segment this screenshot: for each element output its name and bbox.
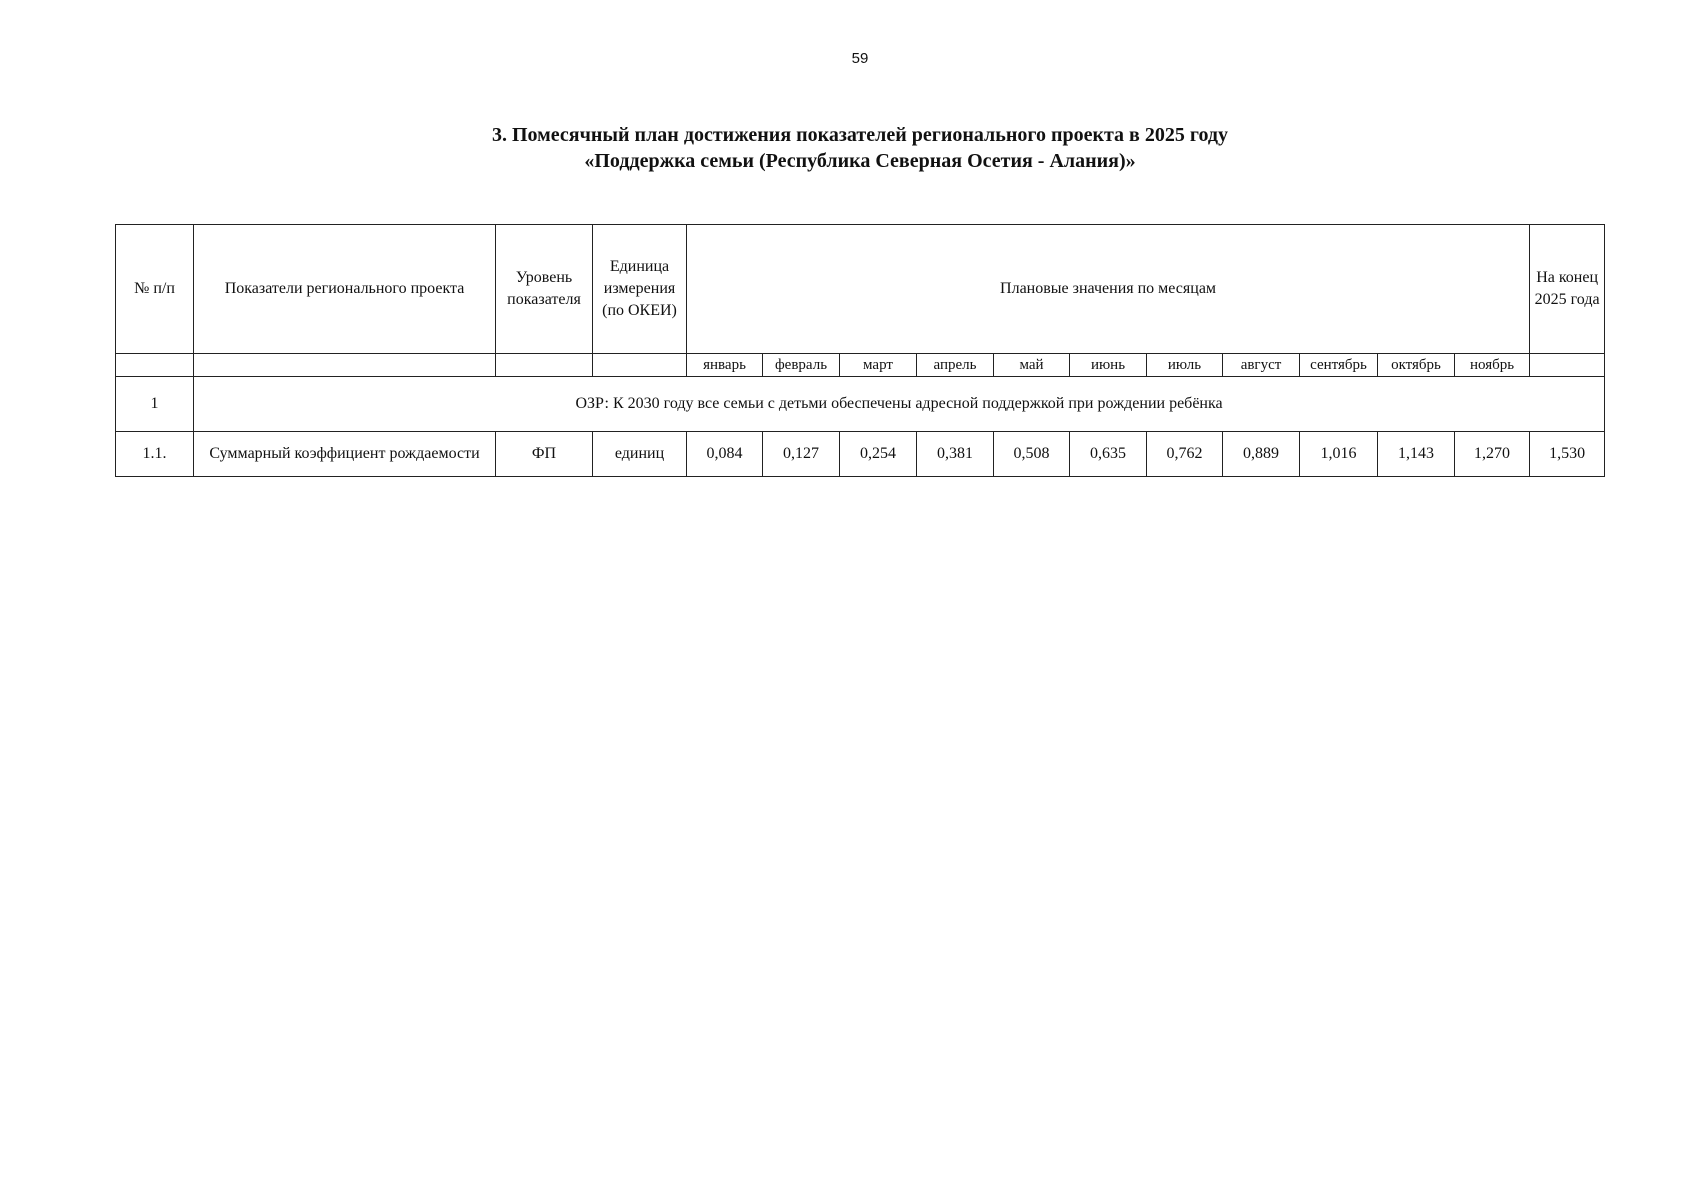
- goal-row: [116, 377, 1605, 432]
- months-header-row: [116, 354, 1605, 377]
- monthly-plan-table: [115, 224, 1605, 477]
- month-value: 0,635: [1070, 432, 1147, 477]
- month-header: сентябрь: [1300, 354, 1378, 377]
- month-value: 0,381: [917, 432, 994, 477]
- month-value: 0,508: [994, 432, 1070, 477]
- month-value: 0,889: [1223, 432, 1300, 477]
- page-number: 59: [851, 50, 869, 67]
- indicator-row: [116, 432, 1605, 477]
- month-header: март: [840, 354, 917, 377]
- month-value: 1,143: [1378, 432, 1455, 477]
- month-value: 1,016: [1300, 432, 1378, 477]
- month-header: май: [994, 354, 1070, 377]
- month-header: апрель: [917, 354, 994, 377]
- month-header: июнь: [1070, 354, 1147, 377]
- month-header: февраль: [763, 354, 840, 377]
- header-level: Уровень показателя: [496, 225, 593, 354]
- month-header: август: [1223, 354, 1300, 377]
- month-value: 0,762: [1147, 432, 1223, 477]
- goal-num: 1: [116, 377, 194, 432]
- document-title: [0, 122, 1685, 174]
- month-header: октябрь: [1378, 354, 1455, 377]
- header-unit: Единица измерения (по ОКЕИ): [593, 225, 687, 354]
- title-line-1: 3. Помесячный план достижения показателей регионального проекта в 2025 году: [492, 124, 1228, 146]
- month-header: январь: [687, 354, 763, 377]
- header-indicators: Показатели регионального проекта: [194, 225, 496, 354]
- month-header: ноябрь: [1455, 354, 1530, 377]
- indicator-num: 1.1.: [116, 432, 194, 477]
- empty-cell: [496, 354, 593, 377]
- empty-cell: [116, 354, 194, 377]
- month-value: 1,270: [1455, 432, 1530, 477]
- month-value: 0,127: [763, 432, 840, 477]
- header-year-end: На конец 2025 года: [1530, 225, 1605, 354]
- title-line-2: «Поддержка семьи (Республика Северная Осетия - Алания)»: [584, 150, 1136, 172]
- indicator-unit: единиц: [593, 432, 687, 477]
- empty-cell: [593, 354, 687, 377]
- indicator-name: Суммарный коэффициент рождаемости: [194, 432, 496, 477]
- month-value: 0,084: [687, 432, 763, 477]
- header-num: № п/п: [116, 225, 194, 354]
- empty-cell: [1530, 354, 1605, 377]
- month-value: 0,254: [840, 432, 917, 477]
- year-end-value: 1,530: [1530, 432, 1605, 477]
- empty-cell: [194, 354, 496, 377]
- month-header: июль: [1147, 354, 1223, 377]
- indicator-level: ФП: [496, 432, 593, 477]
- goal-text: ОЗР: К 2030 году все семьи с детьми обеспечены адресной поддержкой при рождении ребёнка: [194, 377, 1605, 432]
- table-header-row: [116, 225, 1605, 354]
- header-monthly: Плановые значения по месяцам: [687, 225, 1530, 354]
